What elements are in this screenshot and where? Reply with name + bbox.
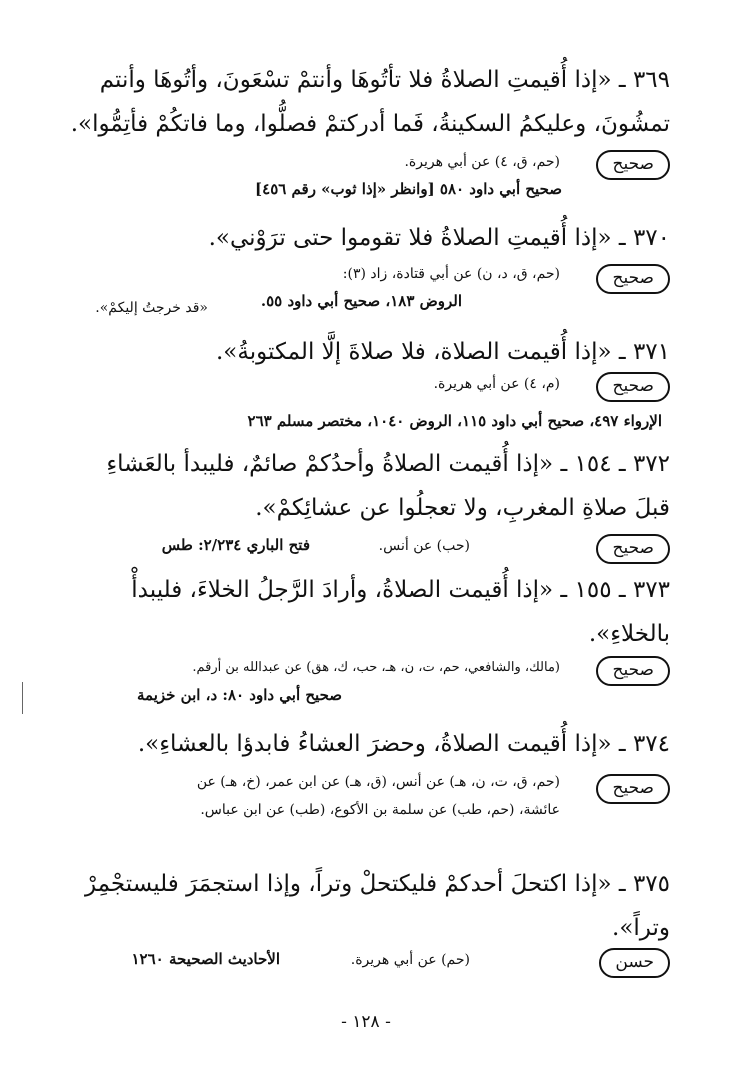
source-text: (حم، ق، ٤) عن أبي هريرة. [404,154,560,170]
hadith-369 [50,58,670,146]
grade-badge: صحيح [596,264,670,294]
hadith-text-line: ٣٧١ ـ «إذا أُقيمت الصلاة، فلا صلاةَ إلَّا المكتوبةُ». [216,339,670,365]
hadith-text-line: ٣٧٥ ـ «إذا اكتحلَ أحدكمْ فليكتحلْ وتراً، وإذا استجمَرَ فليستجْمِرْ [84,871,670,897]
grade-badge: صحيح [596,656,670,686]
grade-row-374 [50,774,670,804]
grade-row-370 [50,264,670,294]
hadith-371 [50,330,670,374]
reference-text: الأحاديث الصحيحة ١٢٦٠ [131,950,280,968]
reference-text: صحيح أبي داود ٥٨٠ [وانظر «إذا ثوب» رقم ٤٥٦] [255,180,562,198]
hadith-375 [50,862,670,950]
reference-text: صحيح أبي داود ٨٠: د، ابن خزيمة [137,686,342,704]
source-text: (م، ٤) عن أبي هريرة. [433,376,560,392]
source-text: (حب) عن أنس. [378,538,470,554]
grade-badge: صحيح [596,774,670,804]
source-text: (مالك، والشافعي، حم، ت، ن، هـ، حب، ك، هق) عن عبدالله بن أرقم. [192,660,560,675]
hadith-372 [50,442,670,530]
grade-row-373 [50,656,670,686]
source-text: (حم، ق، ت، ن، هـ) عن أنس، (ق، هـ) عن ابن عمر، (خ، هـ) عن [196,774,560,790]
grade-badge: صحيح [596,150,670,180]
hadith-text-line: وتراً». [612,915,670,941]
reference-text: فتح الباري ٢/٢٣٤: طس [161,536,310,554]
hadith-text-line: ٣٧٤ ـ «إذا أُقيمت الصلاةُ، وحضرَ العشاءُ فابدؤا بالعشاءِ». [137,731,670,757]
hadith-text-line: بالخلاءِ». [588,621,670,647]
grade-badge: صحيح [596,534,670,564]
reference-text: الروض ١٨٣، صحيح أبي داود ٥٥. [260,292,462,310]
source-text: (حم) عن أبي هريرة. [350,952,470,968]
hadith-text-line: تمشُونَ، وعليكمُ السكينةُ، فَما أدركتمْ فصلُّوا، وما فاتكُمْ فأتِمُّوا». [70,111,670,137]
grade-badge: حسن [599,948,670,978]
grade-row-371 [50,372,670,402]
hadith-text-line: ٣٧٢ ـ ١٥٤ ـ «إذا أُقيمت الصلاةُ وأحدُكمْ صائمٌ، فليبدأ بالعَشاءِ [106,451,670,477]
hadith-text-line: ٣٦٩ ـ «إذا أُقيمتِ الصلاةُ فلا تأتُوهَا وأنتمْ تسْعَونَ، وأتُوهَا وأنتم [99,67,670,93]
hadith-370 [50,216,670,260]
page-number: - ١٢٨ - [341,1012,391,1032]
grade-row-369 [50,150,670,180]
hadith-text-line: ٣٧٣ ـ ١٥٥ ـ «إذا أُقيمت الصلاةُ، وأرادَ الرَّجلُ الخلاءَ، فليبدأْ [131,577,670,603]
margin-mark [22,682,23,714]
grade-row-375 [50,948,670,978]
source-extra: عائشة، (حم، طب) عن سلمة بن الأكوع، (طب) عن ابن عباس. [200,802,560,818]
grade-badge: صحيح [596,372,670,402]
source-text: (حم، ق، د، ن) عن أبي قتادة، زاد (٣): [342,266,560,282]
source-extra: «قد خرجتُ إليكمْ». [95,300,208,316]
hadith-374 [50,722,670,766]
hadith-373 [50,568,670,656]
hadith-text-line: ٣٧٠ ـ «إذا أُقيمتِ الصلاةُ فلا تقوموا حتى ترَوْني». [208,225,670,251]
hadith-text-line: قبلَ صلاةِ المغربِ، ولا تعجلُوا عن عشائِكمْ». [255,495,670,521]
reference-text: الإرواء ٤٩٧، صحيح أبي داود ١١٥، الروض ١٠٤٠، مختصر مسلم ٢٦٣ [247,412,662,430]
grade-row-372 [50,534,670,564]
